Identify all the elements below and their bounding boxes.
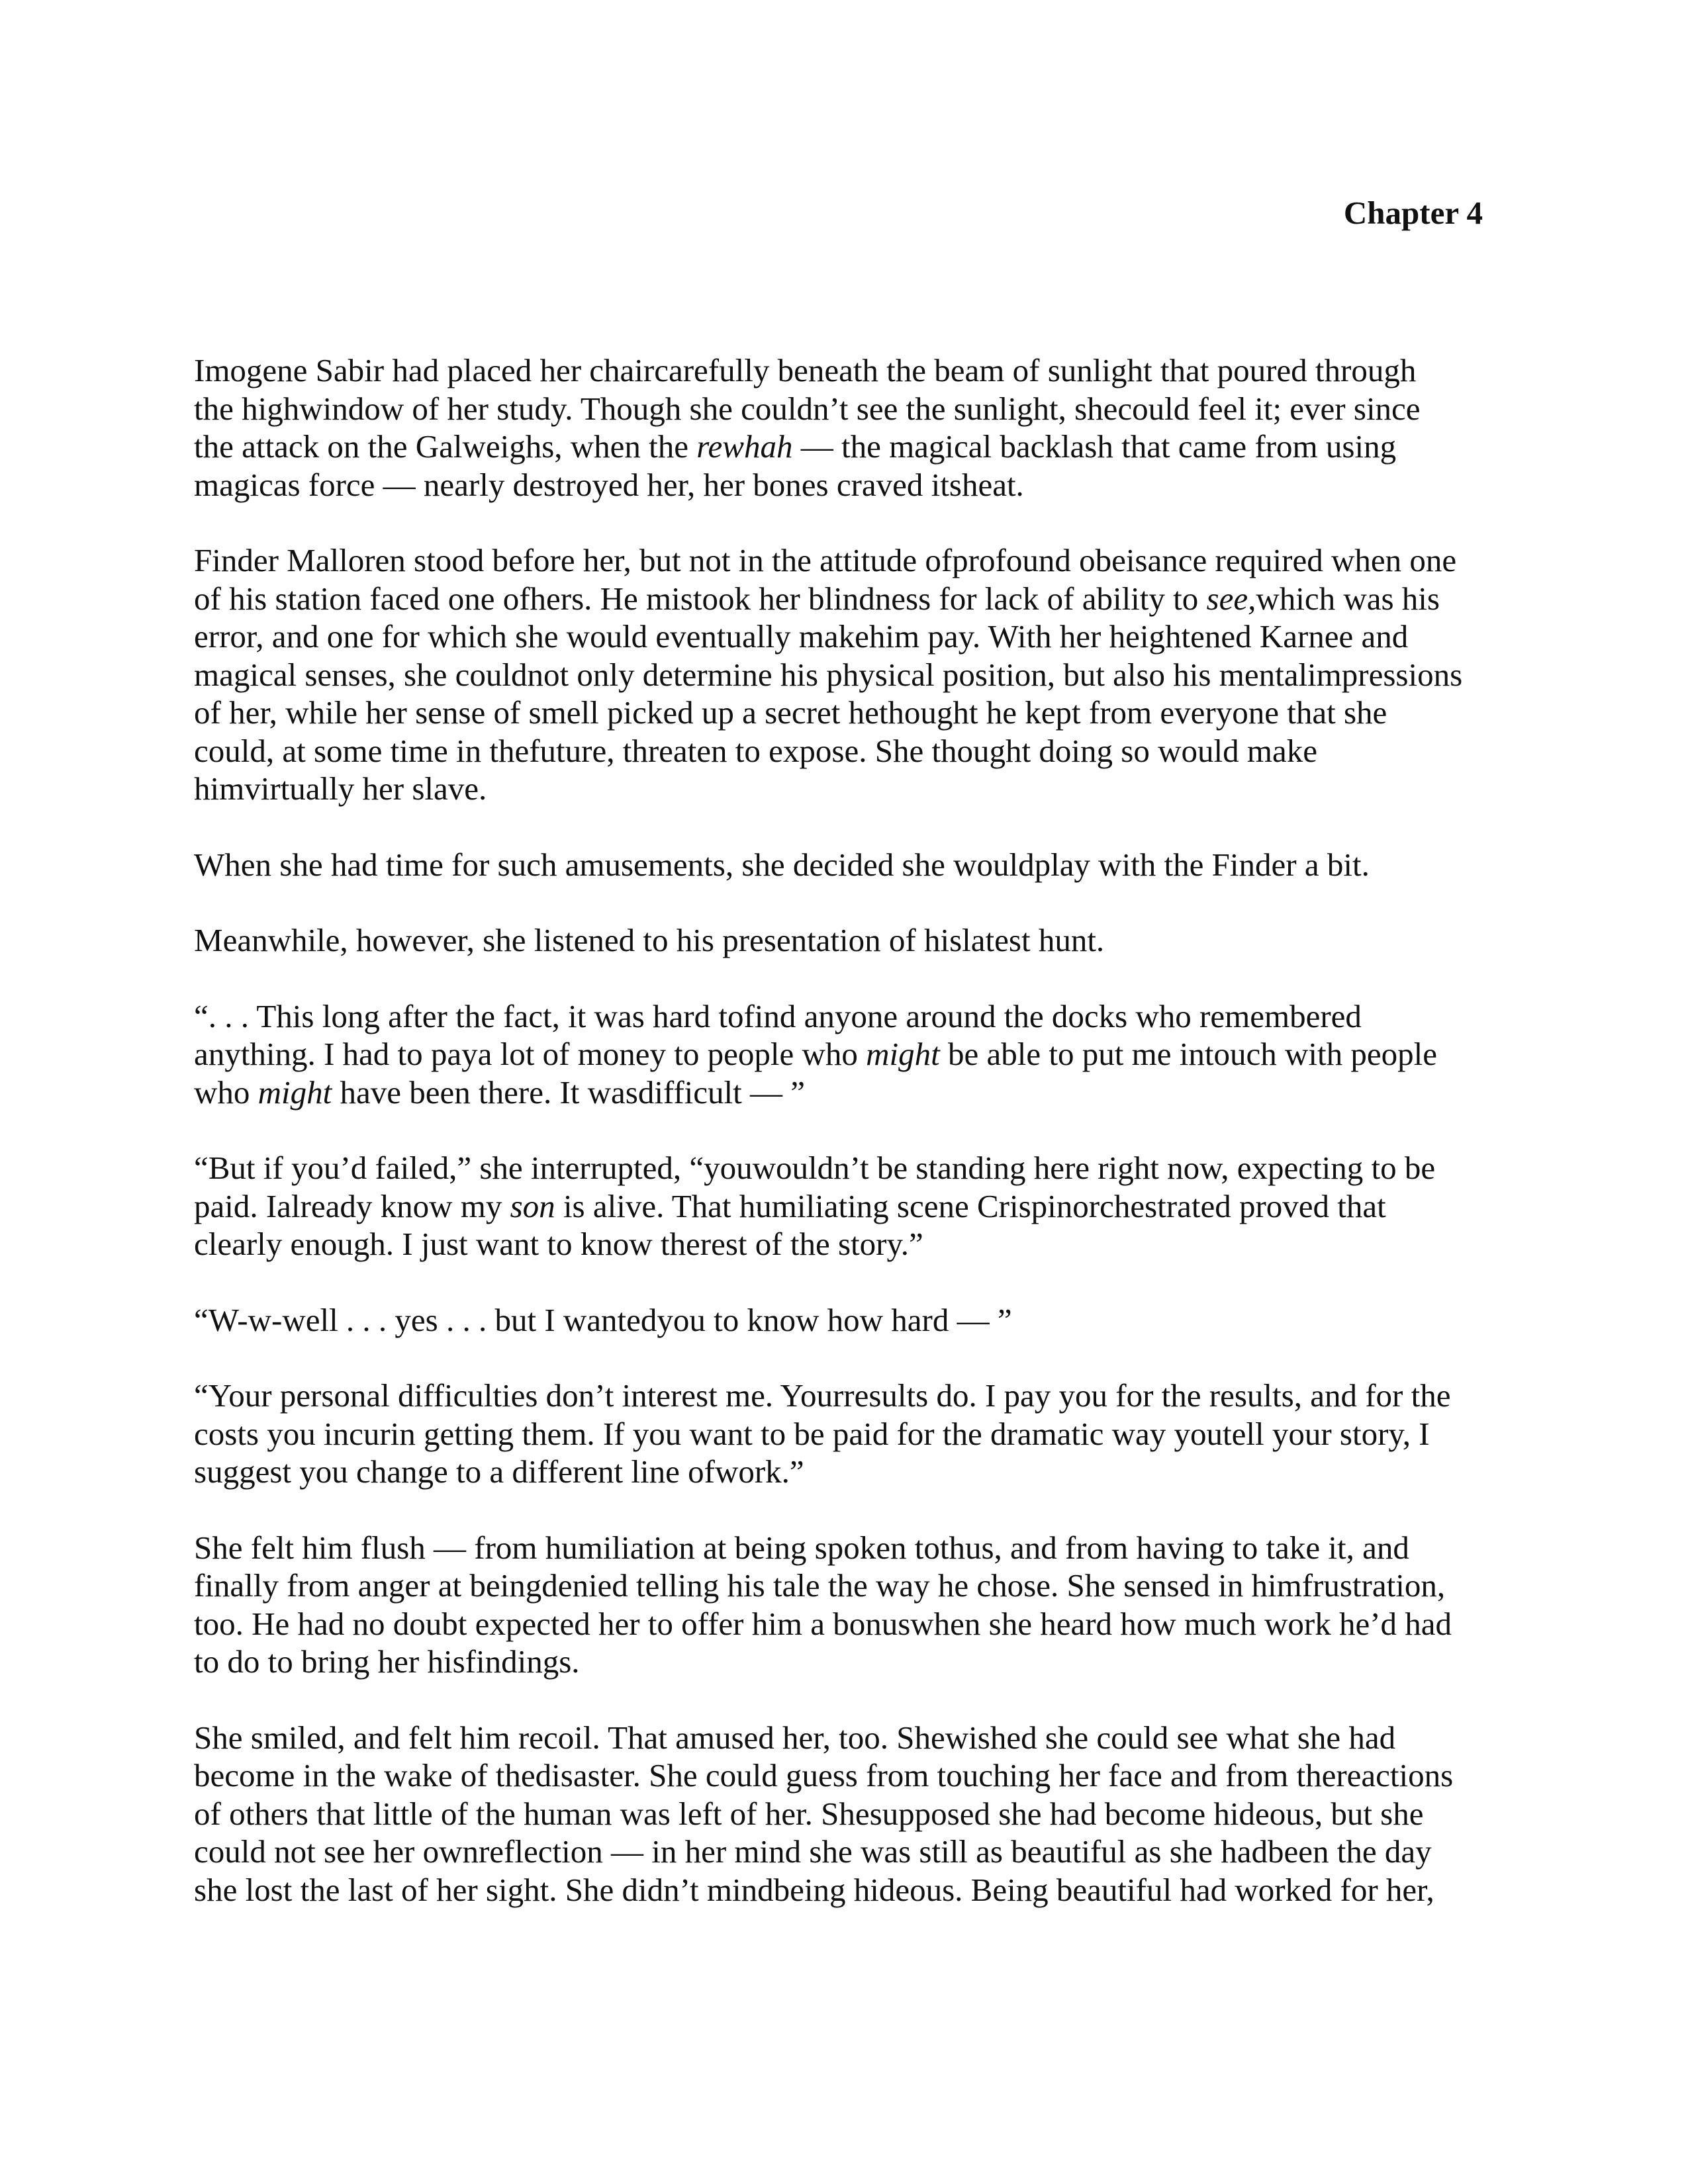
text-line bbox=[194, 351, 1491, 390]
text-run: of his station faced one ofhers. He mistook her blindness for lack of ability to bbox=[194, 580, 1207, 617]
paragraph bbox=[194, 1301, 1491, 1340]
text-line bbox=[194, 1605, 1491, 1643]
text-line bbox=[194, 997, 1491, 1036]
text-run: magicas force — nearly destroyed her, her bones craved itsheat. bbox=[194, 466, 1024, 503]
text-run: she lost the last of her sight. She didn’t mindbeing hideous. Being beautiful had worked for her, bbox=[194, 1871, 1434, 1908]
text-line bbox=[194, 1149, 1491, 1187]
text-run: suggest you change to a different line ofwork.” bbox=[194, 1453, 804, 1490]
text-run: could, at some time in thefuture, threaten to expose. She thought doing so would make bbox=[194, 732, 1317, 769]
text-run: She smiled, and felt him recoil. That amused her, too. Shewished she could see what she had bbox=[194, 1719, 1396, 1756]
text-run: “W-w-well . . . yes . . . but I wantedyou to know how hard — ” bbox=[194, 1301, 1012, 1338]
text-run: error, and one for which she would eventually makehim pay. With her heightened Karnee and bbox=[194, 618, 1409, 655]
text-run: be able to put me intouch with people bbox=[939, 1036, 1437, 1072]
text-run: the attack on the Galweighs, when the bbox=[194, 428, 697, 465]
text-run: is alive. That humiliating scene Crispinorchestrated proved that bbox=[555, 1187, 1386, 1224]
paragraph bbox=[194, 1149, 1491, 1263]
text-line bbox=[194, 1377, 1491, 1415]
text-run: of her, while her sense of smell picked up a secret hethought he kept from everyone that she bbox=[194, 694, 1387, 731]
chapter-title: Chapter 4 bbox=[1343, 195, 1483, 231]
text-line bbox=[194, 1073, 1491, 1112]
text-run: could not see her ownreflection — in her mind she was still as beautiful as she hadbeen the day bbox=[194, 1833, 1432, 1870]
text-line bbox=[194, 656, 1491, 694]
text-line bbox=[194, 1225, 1491, 1263]
text-line bbox=[194, 541, 1491, 580]
italic-text-run: might bbox=[866, 1036, 940, 1072]
italic-text-run: son bbox=[510, 1187, 555, 1224]
paragraph bbox=[194, 921, 1491, 960]
text-run: too. He had no doubt expected her to offer him a bonuswhen she heard how much work he’d had bbox=[194, 1605, 1452, 1642]
text-line bbox=[194, 1833, 1491, 1871]
paragraph bbox=[194, 1377, 1491, 1491]
text-run: anything. I had to paya lot of money to people who bbox=[194, 1036, 867, 1072]
text-run: “. . . This long after the fact, it was hard tofind anyone around the docks who remembered bbox=[194, 997, 1362, 1034]
text-line bbox=[194, 428, 1491, 466]
text-run: Imogene Sabir had placed her chaircarefully beneath the beam of sunlight that poured through bbox=[194, 352, 1417, 388]
paragraph bbox=[194, 1529, 1491, 1681]
paragraph bbox=[194, 846, 1491, 884]
text-run: Meanwhile, however, she listened to his presentation of hislatest hunt. bbox=[194, 922, 1105, 958]
italic-text-run: might bbox=[258, 1073, 332, 1111]
text-run: of others that little of the human was left of her. Shesupposed she had become hideous, but she bbox=[194, 1795, 1424, 1832]
paragraph bbox=[194, 1719, 1491, 1909]
text-line bbox=[194, 1301, 1491, 1340]
text-run: who bbox=[194, 1073, 258, 1111]
text-line bbox=[194, 1187, 1491, 1226]
text-line bbox=[194, 1719, 1491, 1757]
italic-text-run: rewhah bbox=[696, 428, 793, 465]
text-line bbox=[194, 1871, 1491, 1909]
text-run: have been there. It wasdifficult — ” bbox=[332, 1073, 806, 1111]
text-line bbox=[194, 1756, 1491, 1795]
text-run: “Your personal difficulties don’t interest me. Yourresults do. I pay you for the results, and for the bbox=[194, 1377, 1451, 1414]
text-line bbox=[194, 1415, 1491, 1453]
text-run: paid. Ialready know my bbox=[194, 1187, 510, 1224]
text-run: himvirtually her slave. bbox=[194, 770, 487, 807]
text-run: to do to bring her hisfindings. bbox=[194, 1643, 580, 1680]
text-line bbox=[194, 732, 1491, 770]
text-line bbox=[194, 1795, 1491, 1833]
text-run: — the magical backlash that came from using bbox=[792, 428, 1397, 465]
text-line bbox=[194, 580, 1491, 618]
text-line bbox=[194, 921, 1491, 960]
paragraph bbox=[194, 351, 1491, 504]
text-line bbox=[194, 1643, 1491, 1681]
text-run: finally from anger at beingdenied telling his tale the way he chose. She sensed in himfrustration, bbox=[194, 1567, 1446, 1604]
italic-text-run: see, bbox=[1206, 580, 1256, 617]
text-run: Finder Malloren stood before her, but not in the attitude ofprofound obeisance required when one bbox=[194, 542, 1457, 578]
text-line bbox=[194, 1529, 1491, 1567]
text-run: She felt him flush — from humiliation at being spoken tothus, and from having to take it, and bbox=[194, 1529, 1409, 1566]
text-run: clearly enough. I just want to know therest of the story.” bbox=[194, 1226, 923, 1262]
text-run: the highwindow of her study. Though she couldn’t see the sunlight, shecould feel it; ever since bbox=[194, 390, 1421, 427]
text-line bbox=[194, 617, 1491, 656]
text-line bbox=[194, 466, 1491, 504]
text-line bbox=[194, 770, 1491, 808]
text-run: which was his bbox=[1256, 580, 1440, 617]
text-run: When she had time for such amusements, she decided she wouldplay with the Finder a bit. bbox=[194, 846, 1370, 883]
text-line bbox=[194, 1453, 1491, 1491]
text-line bbox=[194, 1035, 1491, 1073]
text-run: become in the wake of thedisaster. She could guess from touching her face and from thereactions bbox=[194, 1757, 1454, 1794]
paragraph bbox=[194, 541, 1491, 808]
text-run: “But if you’d failed,” she interrupted, “youwouldn’t be standing here right now, expecting to be bbox=[194, 1150, 1436, 1186]
body-text bbox=[194, 351, 1491, 1946]
text-line bbox=[194, 846, 1491, 884]
text-line bbox=[194, 390, 1491, 428]
text-line bbox=[194, 694, 1491, 732]
text-line bbox=[194, 1567, 1491, 1605]
text-run: costs you incurin getting them. If you want to be paid for the dramatic way youtell your story, I bbox=[194, 1415, 1430, 1452]
text-run: magical senses, she couldnot only determine his physical position, but also his mentalimpressions bbox=[194, 656, 1463, 693]
paragraph bbox=[194, 997, 1491, 1112]
